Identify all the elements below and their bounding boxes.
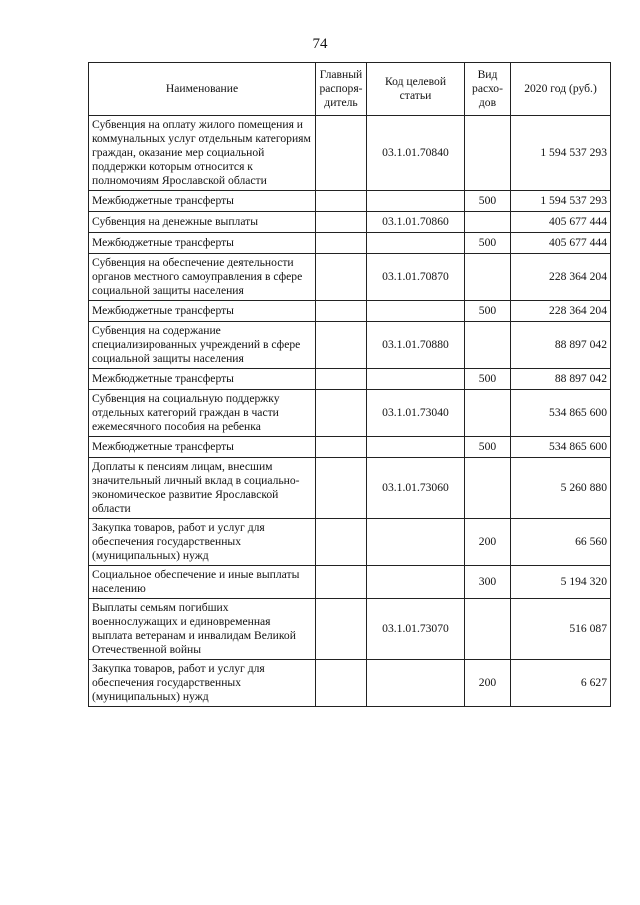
row-amount: 88 897 042: [511, 369, 611, 390]
row-expense-type: 200: [465, 660, 511, 707]
row-amount: 405 677 444: [511, 233, 611, 254]
row-amount: 516 087: [511, 599, 611, 660]
row-amount: 5 194 320: [511, 566, 611, 599]
row-expense-type: 300: [465, 566, 511, 599]
row-name: Межбюджетные трансферты: [89, 233, 316, 254]
table-row: [89, 519, 611, 566]
row-target-code: 03.1.01.70840: [367, 116, 465, 191]
row-expense-type: [465, 212, 511, 233]
row-name: Субвенция на денежные выплаты: [89, 212, 316, 233]
header-name: Наименование: [89, 63, 316, 116]
row-main-manager: [316, 437, 367, 458]
row-expense-type: [465, 254, 511, 301]
row-expense-type: [465, 116, 511, 191]
header-row: [89, 63, 611, 116]
table-body: [89, 116, 611, 707]
table-row: [89, 566, 611, 599]
header-target-code: Код целевой статьи: [367, 63, 465, 116]
row-target-code: 03.1.01.73040: [367, 390, 465, 437]
row-main-manager: [316, 519, 367, 566]
row-target-code: [367, 301, 465, 322]
row-expense-type: 500: [465, 191, 511, 212]
row-amount: 88 897 042: [511, 322, 611, 369]
row-name: Доплаты к пенсиям лицам, внесшим значительный личный вклад в социально-экономическое развитие Ярославской области: [89, 458, 316, 519]
page-number: 74: [312, 36, 328, 52]
row-expense-type: 500: [465, 369, 511, 390]
row-target-code: [367, 566, 465, 599]
row-name: Закупка товаров, работ и услуг для обеспечения государственных (муниципальных) нужд: [89, 519, 316, 566]
row-amount: 228 364 204: [511, 254, 611, 301]
row-main-manager: [316, 254, 367, 301]
row-amount: 405 677 444: [511, 212, 611, 233]
row-main-manager: [316, 458, 367, 519]
row-amount: 66 560: [511, 519, 611, 566]
row-name: Межбюджетные трансферты: [89, 369, 316, 390]
row-main-manager: [316, 369, 367, 390]
row-target-code: 03.1.01.73060: [367, 458, 465, 519]
row-target-code: 03.1.01.70880: [367, 322, 465, 369]
table-row: [89, 233, 611, 254]
row-amount: 5 260 880: [511, 458, 611, 519]
row-target-code: [367, 233, 465, 254]
header-amount: 2020 год (руб.): [511, 63, 611, 116]
row-name: Межбюджетные трансферты: [89, 191, 316, 212]
row-target-code: 03.1.01.73070: [367, 599, 465, 660]
row-name: Субвенция на содержание специализированных учреждений в сфере социальной защиты населения: [89, 322, 316, 369]
table-row: [89, 599, 611, 660]
row-main-manager: [316, 660, 367, 707]
row-expense-type: [465, 599, 511, 660]
row-expense-type: 200: [465, 519, 511, 566]
header-main-manager: Главный распоря-дитель: [316, 63, 367, 116]
table-row: [89, 369, 611, 390]
row-name: Социальное обеспечение и иные выплаты населению: [89, 566, 316, 599]
row-expense-type: 500: [465, 233, 511, 254]
budget-table: [88, 62, 611, 707]
row-name: Закупка товаров, работ и услуг для обеспечения государственных (муниципальных) нужд: [89, 660, 316, 707]
row-expense-type: 500: [465, 301, 511, 322]
table-row: [89, 458, 611, 519]
row-main-manager: [316, 212, 367, 233]
row-main-manager: [316, 233, 367, 254]
row-main-manager: [316, 116, 367, 191]
row-target-code: [367, 437, 465, 458]
row-name: Субвенция на обеспечение деятельности органов местного самоуправления в сфере социальной защиты населения: [89, 254, 316, 301]
row-main-manager: [316, 191, 367, 212]
row-name: Субвенция на оплату жилого помещения и коммунальных услуг отдельным категориям граждан, оказание мер социальной поддержки которым относится к полномочиям Ярославской области: [89, 116, 316, 191]
row-target-code: 03.1.01.70860: [367, 212, 465, 233]
row-main-manager: [316, 301, 367, 322]
row-target-code: [367, 519, 465, 566]
table-row: [89, 390, 611, 437]
table-row: [89, 191, 611, 212]
header-expense-type: Вид расхо-дов: [465, 63, 511, 116]
row-name: Субвенция на социальную поддержку отдельных категорий граждан в части ежемесячного пособия на ребенка: [89, 390, 316, 437]
table-row: [89, 322, 611, 369]
table-row: [89, 116, 611, 191]
row-amount: 6 627: [511, 660, 611, 707]
table-row: [89, 660, 611, 707]
row-target-code: 03.1.01.70870: [367, 254, 465, 301]
row-main-manager: [316, 599, 367, 660]
row-amount: 1 594 537 293: [511, 116, 611, 191]
table-row: [89, 212, 611, 233]
row-amount: 534 865 600: [511, 390, 611, 437]
row-amount: 534 865 600: [511, 437, 611, 458]
row-target-code: [367, 369, 465, 390]
row-expense-type: [465, 322, 511, 369]
row-expense-type: 500: [465, 437, 511, 458]
table-row: [89, 301, 611, 322]
table-header: [89, 63, 611, 116]
row-name: Межбюджетные трансферты: [89, 437, 316, 458]
row-expense-type: [465, 458, 511, 519]
row-amount: 228 364 204: [511, 301, 611, 322]
row-target-code: [367, 191, 465, 212]
row-name: Межбюджетные трансферты: [89, 301, 316, 322]
table-row: [89, 437, 611, 458]
row-amount: 1 594 537 293: [511, 191, 611, 212]
row-main-manager: [316, 322, 367, 369]
row-main-manager: [316, 390, 367, 437]
row-main-manager: [316, 566, 367, 599]
row-expense-type: [465, 390, 511, 437]
table-row: [89, 254, 611, 301]
row-name: Выплаты семьям погибших военнослужащих и единовременная выплата ветеранам и инвалидам Великой Отечественной войны: [89, 599, 316, 660]
row-target-code: [367, 660, 465, 707]
